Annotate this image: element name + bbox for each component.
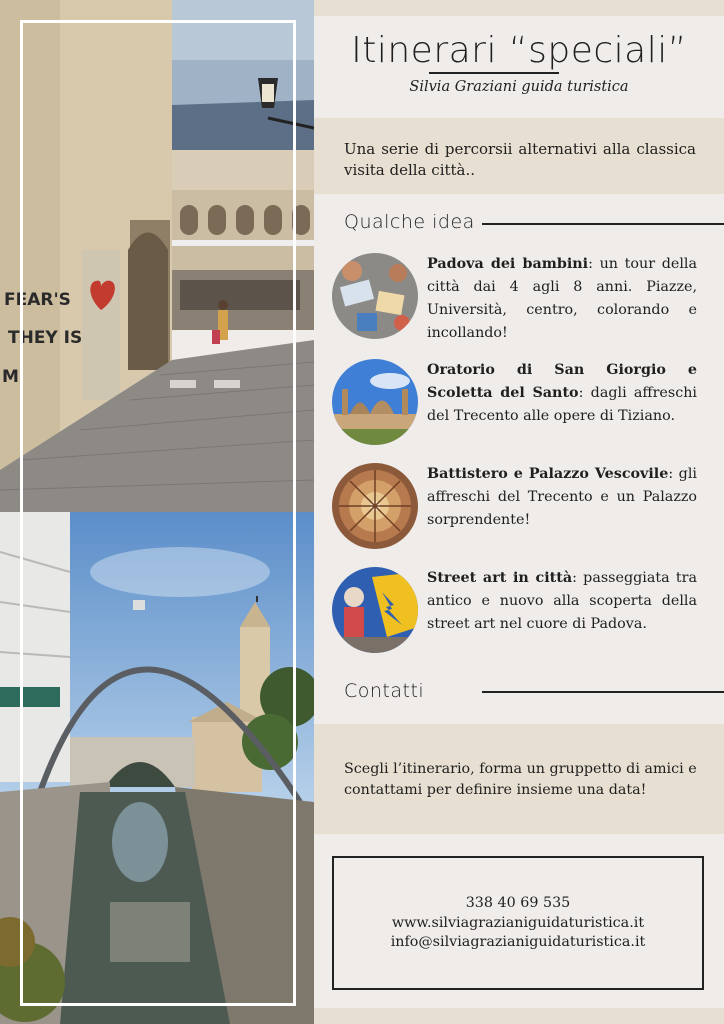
idea-name-2: Oratorio di San Giorgio e Scoletta del Santo [427, 362, 697, 401]
idea-name-1: Padova dei bambini [427, 256, 589, 272]
idea-desc-4: : passeggiata tra antico e nuovo alla scoperta della street art nel cuore di Padova. [427, 570, 697, 632]
top-band [314, 0, 724, 16]
graffiti-line-1: FEAR'S [4, 290, 71, 310]
page-subtitle: Silvia Graziani guida turistica [409, 79, 629, 95]
idea-desc-3: : gli affreschi del Trecento e un Palazzo sorprendente! [427, 466, 697, 528]
page-title: Itinerari “speciali” [351, 30, 687, 71]
idea-desc-1: : un tour della città dai 4 agli 8 anni. Piazze, Università, centro, colorando e incollando! [427, 256, 697, 341]
idea-desc-2: : dagli affreschi del Trecento alle opere di Tiziano. [427, 385, 697, 424]
idea-text-3 [427, 463, 697, 532]
title-underline [429, 72, 559, 74]
contact-box [332, 856, 704, 990]
content-column [314, 0, 724, 1024]
contact-invite-text: Scegli l’itinerario, forma un gruppetto di amici e contattami per definire insieme una data! [344, 761, 697, 798]
idea-image-children [332, 253, 418, 339]
contacts-heading: Contatti [344, 680, 425, 702]
idea-item-street-art [332, 567, 712, 662]
contacts-heading-rule [482, 691, 724, 693]
bottom-band [314, 1008, 724, 1024]
idea-image-basilica [332, 359, 418, 445]
contact-email[interactable]: info@silviagrazianiguidaturistica.it [390, 934, 646, 950]
contact-phone[interactable]: 338 40 69 535 [465, 895, 571, 911]
contact-website[interactable]: www.silviagrazianiguidaturistica.it [391, 914, 645, 931]
idea-text-2 [427, 359, 697, 428]
idea-name-3: Battistero e Palazzo Vescovile [427, 466, 669, 482]
photo-canal-arch [0, 512, 314, 1024]
idea-item-padova-bambini [332, 253, 712, 348]
idea-item-battistero [332, 463, 712, 558]
photo-street-palazzo [0, 0, 314, 512]
photo-column [0, 0, 314, 1024]
graffiti-line-3: M [2, 367, 19, 387]
idea-text-1 [427, 253, 697, 345]
idea-text-4 [427, 567, 697, 636]
ideas-heading: Qualche idea [344, 211, 475, 233]
intro-text: Una serie di percorsii alternativi alla classica visita della città.. [344, 140, 696, 179]
idea-name-4: Street art in città [427, 570, 573, 586]
ideas-heading-rule [482, 223, 724, 225]
idea-image-street-art [332, 567, 418, 653]
idea-item-oratorio [332, 359, 712, 454]
graffiti-line-2: THEY IS [8, 328, 83, 348]
idea-image-fresco-dome [332, 463, 418, 549]
